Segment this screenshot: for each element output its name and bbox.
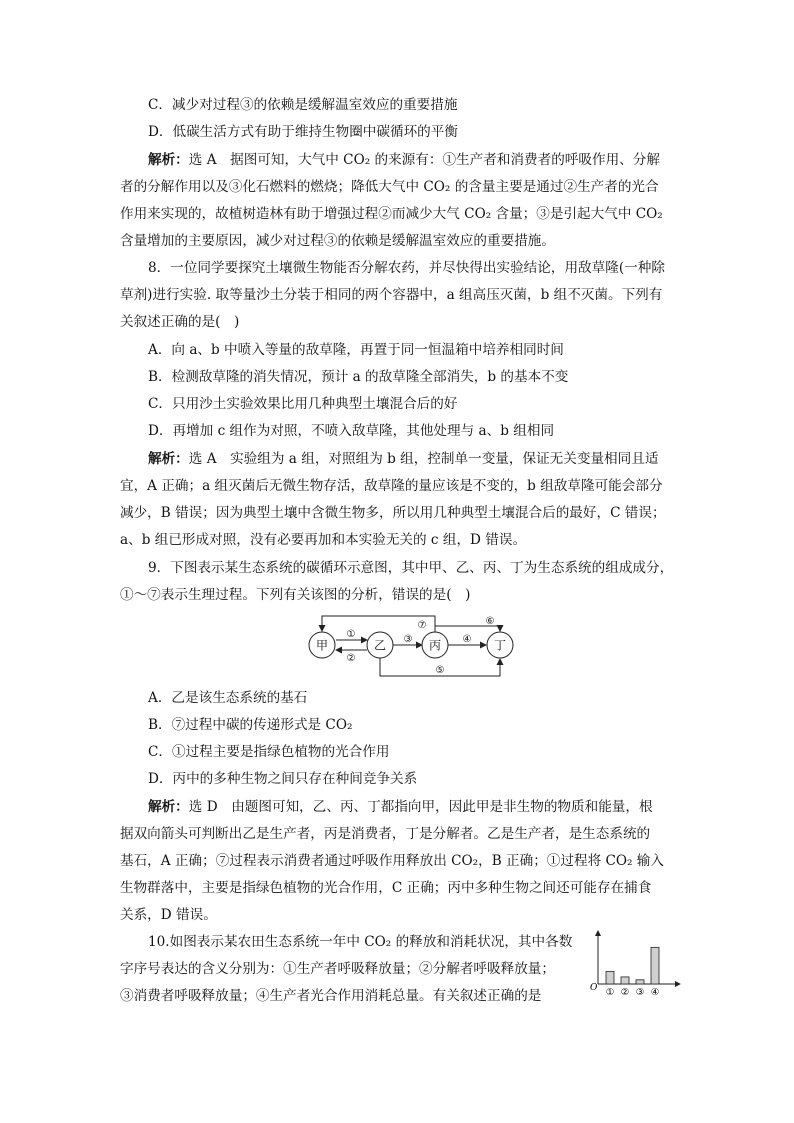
q9-explanation-line-2: 据双向箭头可判断出乙是生产者，丙是消费者，丁是分解者。乙是生产者，是生态系统的 [120, 826, 651, 842]
process-label: ④ [462, 634, 472, 645]
q9-explanation-line-3: 基石，A 正确；⑦过程表示消费者通过呼吸作用释放出 CO₂，B 正确；①过程将 CO₂ 输入 [120, 853, 664, 869]
q10-stem-line-2: 字序号表达的含义分别为：①生产者呼吸释放量；②分解者呼吸释放量； [120, 961, 555, 977]
q9-stem-line-1: 9．下图表示某生态系统的碳循环示意图，其中甲、乙、丙、丁为生态系统的组成成分， [148, 560, 674, 576]
tick-label: ① [605, 987, 615, 998]
bar [621, 977, 629, 984]
process-label: ① [346, 629, 356, 640]
co2-bar-chart [588, 928, 684, 1000]
tick-label: ④ [650, 987, 660, 998]
q8-option-d: D．再增加 c 组作为对照，不喷入敌草隆，其他处理与 a、b 组相同 [148, 423, 555, 439]
q7-explanation-line-3: 作用来实现的，故植树造林有助于增强过程②而减少大气 CO₂ 含量；③是引起大气中 CO₂ [120, 206, 663, 222]
q9-explanation-line-4: 生物群落中，主要是指绿色植物的光合作用，C 正确；丙中多种生物之间还可能存在捕食 [120, 880, 652, 896]
explanation-label: 解析： [148, 451, 189, 467]
tick-label: ③ [635, 987, 645, 998]
bar [651, 947, 659, 984]
node-label: 甲 [315, 638, 329, 653]
q8-explanation-line-4: a、b 组已形成对照，没有必要再加和本实验无关的 c 组，D 错误。 [120, 532, 527, 548]
q10-stem-line-1: 10.如图表示某农田生态系统一年中 CO₂ 的释放和消耗状况，其中各数 [148, 934, 573, 950]
process-label: ③ [403, 634, 413, 645]
q9-option-d: D．丙中的多种生物之间只存在种间竞争关系 [148, 771, 418, 787]
explanation-text: 选 A 据图可知，大气中 CO₂ 的来源有：①生产者和消费者的呼吸作用、分解 [188, 152, 660, 168]
bar [636, 980, 644, 984]
process-label: ⑥ [485, 616, 495, 627]
explanation-label: 解析： [148, 152, 189, 168]
node-label: 丁 [493, 638, 507, 653]
q7-option-c: C．减少对过程③的依赖是缓解温室效应的重要措施 [148, 97, 458, 113]
q10-stem-line-3: ③消费者呼吸释放量；④生产者光合作用消耗总量。有关叙述正确的是 [120, 988, 542, 1004]
tick-label: ② [620, 987, 630, 998]
explanation-text: 选 D 由题图可知，乙、丙、丁都指向甲，因此甲是非生物的物质和能量，根 [188, 799, 653, 815]
q8-explanation-line-3: 减少，B 错误；因为典型土壤中含微生物多，所以用几种典型土壤混合后的最好，C 错误； [120, 505, 666, 521]
q8-stem-line-1: 8．一位同学要探究土壤微生物能否分解农药，并尽快得出实验结论，用敌草隆(一种除 [148, 260, 665, 276]
q7-explanation-line-1 [148, 150, 660, 170]
node-label: 乙 [373, 638, 387, 653]
q9-option-b: B．⑦过程中碳的传递形式是 CO₂ [148, 717, 353, 733]
q7-explanation-line-2: 者的分解作用以及③化石燃料的燃烧；降低大气中 CO₂ 的含量主要是通过②生产者的光合 [120, 179, 659, 195]
q9-explanation-line-5: 关系，D 错误。 [120, 907, 217, 923]
q7-explanation-line-4: 含量增加的主要原因，减少对过程③的依赖是缓解温室效应的重要措施。 [120, 233, 555, 249]
q8-explanation-line-2: 宜，A 正确；a 组灭菌后无微生物存活，敌草隆的量应该是不变的，b 组敌草隆可能会部分 [120, 478, 663, 494]
q8-stem-line-2: 草剂)进行实验. 取等量沙土分装于相同的两个容器中，a 组高压灭菌，b 组不灭菌。下列有 [120, 287, 663, 303]
q9-option-a: A．乙是该生态系统的基石 [148, 690, 308, 706]
q8-option-c: C．只用沙土实验效果比用几种典型土壤混合后的好 [148, 396, 458, 412]
q8-stem-line-3: 关叙述正确的是( ) [120, 314, 240, 330]
process-label: ⑦ [417, 620, 427, 631]
q9-stem-line-2: ①～⑦表示生理过程。下列有关该图的分析，错误的是( ) [120, 587, 471, 603]
origin-label: O [590, 983, 598, 993]
q7-option-d: D．低碳生活方式有助于维持生物圈中碳循环的平衡 [148, 124, 458, 140]
q9-option-c: C．①过程主要是指绿色植物的光合作用 [148, 744, 390, 760]
q8-explanation-line-1 [148, 449, 658, 469]
process-label: ② [346, 653, 356, 664]
q9-explanation-line-1 [148, 797, 653, 817]
q8-option-b: B．检测敌草隆的消失情况，预计 a 的敌草隆全部消失，b 的基本不变 [148, 369, 569, 385]
q8-option-a: A．向 a、b 中喷入等量的敌草隆，再置于同一恒温箱中培养相同时间 [148, 342, 564, 358]
process-label: ⑤ [435, 665, 445, 676]
explanation-text: 选 A 实验组为 a 组，对照组为 b 组，控制单一变量，保证无关变量相同且适 [188, 451, 659, 467]
explanation-label: 解析： [148, 799, 189, 815]
node-label: 丙 [428, 638, 442, 653]
bar [606, 972, 614, 985]
carbon-cycle-diagram [300, 612, 520, 692]
